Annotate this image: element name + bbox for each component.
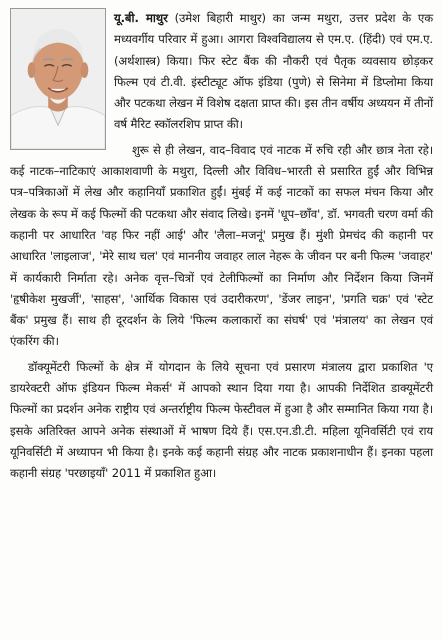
author-portrait-image — [11, 9, 105, 149]
bio-paragraph-3: डॉक्यूमेंटरी फिल्मों के क्षेत्र में योगदान के लिये सूचना एवं प्रसारण मंत्रालय द्वारा प्रकाशित 'ए डायरेक्टरी ऑफ इंडियन फिल्म मेकर्स' में आपको स्थान दिया गया है। आपकी निर्देशित डाक्यूमेंटरी फिल्मों का प्रदर्शन अनेक राष्ट्रीय एवं अन्तर्राष्ट्रीय फिल्म फेस्टीवल में हुआ है और सम्मानित किया गया है। इसके अतिरिक्त आपने अनेक संस्थाओं में भाषण दिये हैं। एस.एन.डी.टी. महिला यूनिवर्सिटी एवं राय यूनिवर्सिटी में अध्यापन भी किया है। इनके कई कहानी संग्रह और नाटक प्रकाशनाधीन हैं। इनका पहला कहानी संग्रह 'परछाइयाँ' 2011 में प्रकाशित हुआ। — [10, 359, 433, 481]
bio-paragraph-2: शुरू से ही लेखन, वाद–विवाद एवं नाटक में रुचि रही और छात्र नेता रहे। कई नाटक–नाटिकाएं आकाशवाणी के मथुरा, दिल्ली और विविध–भारती से प्रसारित हुईं और विभिन्न पत्र–पत्रिकाओं में लेख और कहानियाँ प्रकाशित हुईं। मुंबई में कई नाटकों का सफल मंचन किया और लेखक के रूप में कई फिल्मों की पटकथा और संवाद लिखे। इनमें 'धूप–छाँव', डॉ. भगवती चरण वर्मा की कहानी पर आधारित 'वह फिर नहीं आई' और 'लैला–मजनूं' प्रमुख हैं। मुंशी प्रेमचंद की कहानी पर आधारित 'लाइलाज', 'मेरे साथ चल' एवं माननीय जवाहर लाल नेहरू के जीवन पर बनी फिल्म 'जवाहर' में कार्यकारी निर्माता रहे। अनेक वृत्त–चित्रों एवं टेलीफिल्मों का निर्माण और निर्देशन किया जिनमें 'हृषीकेश मुखर्जी', 'साहस', 'आर्थिक विकास एवं उदारीकरण', 'डेंजर लाइन', 'प्रगति चक्र' एवं 'स्टेट बैंक' प्रमुख हैं। साथ ही दूरदर्शन के लिये 'फिल्म कलाकारों का संघर्ष' एवं 'मंत्रालय' का लेखन एवं एंकरिंग की। — [10, 142, 433, 349]
bio-paragraph-1-text: (उमेश बिहारी माथुर) का जन्म मथुरा, उत्तर प्रदेश के एक मध्यवर्गीय परिवार में हुआ। आगरा विश्वविद्यालय से एम.ए. (हिंदी) एवं एम.ए. (अर्थशास्त्र) किया। फिर स्टेट बैंक की नौकरी एवं पैतृक व्यवसाय छोड़कर फिल्म एवं टी.वी. इंस्टीट्यूट ऑफ इंडिया (पुणे) से सिनेमा में डिप्लोमा किया और पटकथा लेखन में विशेष दक्षता प्राप्त की। इस तीन वर्षीय अध्ययन में तीनों वर्ष मैरिट स्कॉलरशिप प्राप्त की। — [114, 11, 433, 132]
author-name: यू.बी. माथुर — [114, 11, 168, 25]
author-photo — [10, 8, 106, 150]
